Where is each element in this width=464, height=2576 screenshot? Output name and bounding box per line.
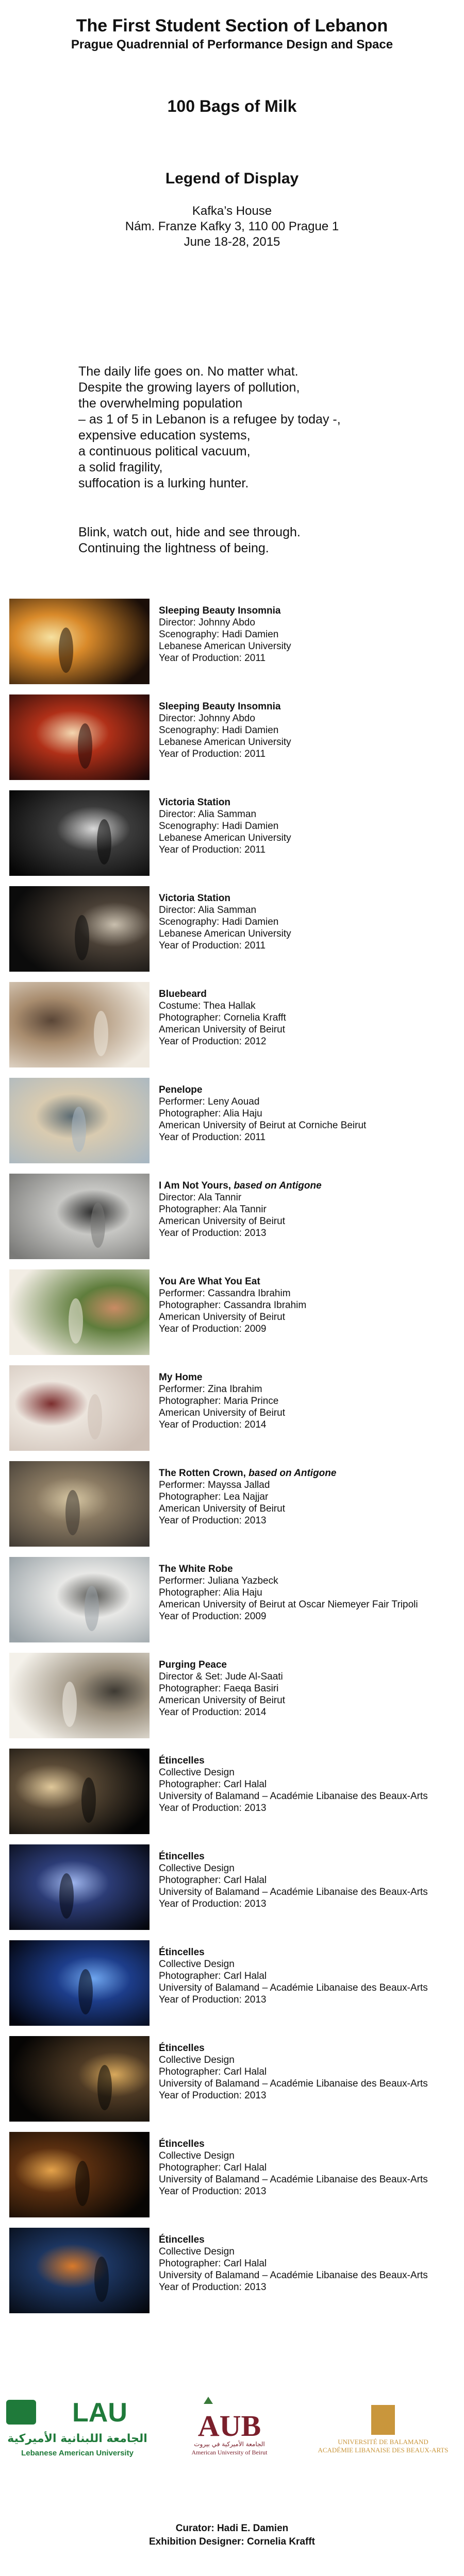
work-title-source: based on Antigone [248,1468,337,1479]
work-entry [9,1078,458,1165]
statement-line: the overwhelming population [78,396,243,411]
work-credit-line: University of Balamand – Académie Libanaise des Beaux-Arts [159,2174,428,2185]
work-credit-line: Photographer: Cornelia Krafft [159,1012,286,1023]
work-caption [159,1084,458,1143]
work-photo [9,1461,150,1547]
work-title [159,892,458,904]
work-entry [9,2228,458,2315]
work-credit-line: Year of Production: 2013 [159,2282,267,2293]
work-credit-line: American University of Beirut [159,1312,285,1323]
work-title [159,1180,458,1192]
work-title-text: The Rotten Crown, [159,1468,249,1479]
work-title-text: Bluebeard [159,989,207,999]
work-credit-line: Photographer: Lea Najjar [159,1492,269,1502]
work-credit-line: Year of Production: 2011 [159,844,266,855]
curator-credit: Curator: Hadi E. Damien [175,2523,289,2534]
work-title [159,2234,458,2246]
work-credit-line: Year of Production: 2013 [159,2186,267,2197]
work-title-text: Purging Peace [159,1659,227,1670]
work-credit-line: Scenography: Hadi Damien [159,917,279,927]
designer-credit: Exhibition Designer: Cornelia Krafft [149,2536,315,2547]
statement-line: expensive education systems, [78,428,251,443]
work-credit-line: Performer: Mayssa Jallad [159,1480,270,1490]
work-caption [159,1276,458,1335]
statement-line: suffocation is a lurking hunter. [78,476,249,490]
work-credit-line: Year of Production: 2014 [159,1707,267,1718]
work-credit-line: American University of Beirut [159,1216,285,1227]
work-credit-line: Collective Design [159,1767,235,1778]
work-title-text: My Home [159,1372,203,1383]
work-entry [9,694,458,782]
work-credit-line: Collective Design [159,1863,235,1874]
aub-logo [192,2397,268,2456]
venue-block [0,204,464,250]
work-entry [9,982,458,1070]
work-credit-line: Photographer: Carl Halal [159,1779,267,1790]
work-credit-line: American University of Beirut [159,1695,285,1706]
work-credit-line: Collective Design [159,2150,235,2161]
work-credit-line: Scenography: Hadi Damien [159,725,279,736]
lau-mark [6,2400,36,2425]
work-title-text: You Are What You Eat [159,1276,260,1287]
work-credit-line: Performer: Zina Ibrahim [159,1384,262,1395]
work-photo [9,1365,150,1451]
work-caption [159,1946,458,2006]
work-title-text: The White Robe [159,1564,233,1574]
statement-line: – as 1 of 5 in Lebanon is a refugee by today -, [78,412,341,427]
work-entry [9,1844,458,1932]
work-credit-line: Lebanese American University [159,641,291,652]
work-credit-line: Year of Production: 2011 [159,653,266,664]
work-credit-line: Performer: Juliana Yazbeck [159,1575,278,1586]
work-caption [159,2138,458,2197]
work-credit-line: Photographer: Faeqa Basiri [159,1683,279,1694]
venue-name: Kafka’s House [192,204,272,218]
work-caption [159,605,458,664]
work-photo [9,1940,150,2026]
work-photo [9,790,150,876]
balamand-line-1: UNIVERSITÉ DE BALAMAND [338,2438,428,2446]
venue-address: Nám. Franze Kafky 3, 110 00 Prague 1 [125,219,339,233]
work-credit-line: American University of Beirut at Corniche Beirut [159,1120,367,1131]
work-title [159,1084,458,1096]
work-caption [159,2234,458,2293]
work-photo [9,886,150,972]
work-credit-line: Scenography: Hadi Damien [159,821,279,832]
work-credit-line: Year of Production: 2009 [159,1324,267,1334]
work-credit-line: Scenography: Hadi Damien [159,629,279,640]
work-title [159,796,458,808]
work-credit-line: American University of Beirut [159,1503,285,1514]
work-credit-line: American University of Beirut at Oscar Niemeyer Fair Tripoli [159,1599,418,1610]
aub-name: AUB [197,2409,261,2443]
work-title-text: Penelope [159,1084,203,1095]
work-credit-line: Photographer: Maria Prince [159,1396,279,1406]
work-credit-line: Director: Johnny Abdo [159,713,255,724]
statement-line: Continuing the lightness of being. [78,541,269,555]
work-credit-line: University of Balamand – Académie Libanaise des Beaux-Arts [159,2270,428,2281]
work-entry [9,599,458,686]
work-photo [9,1174,150,1259]
work-credit-line: Photographer: Carl Halal [159,2162,267,2173]
statement-line: Despite the growing layers of pollution, [78,380,300,395]
work-caption [159,701,458,760]
balamand-line-2: ACADÉMIE LIBANAISE DES BEAUX-ARTS [318,2446,449,2454]
work-title [159,1563,458,1575]
work-credit-line: Collective Design [159,2246,235,2257]
work-credit-line: University of Balamand – Académie Libanaise des Beaux-Arts [159,2078,428,2089]
work-title-text: Victoria Station [159,797,231,808]
aub-arabic: الجامعة الأميركية في بيروت [194,2441,265,2448]
statement-line: a solid fragility, [78,460,163,474]
work-title [159,1659,458,1671]
work-caption [159,1180,458,1239]
work-title-text: Étincelles [159,1755,205,1766]
work-entry [9,1461,458,1549]
work-credit-line: Photographer: Carl Halal [159,2258,267,2269]
work-photo [9,982,150,1067]
work-title [159,605,458,617]
work-credit-line: Year of Production: 2011 [159,1132,266,1143]
venue-dates: June 18-28, 2015 [184,235,280,249]
work-credit-line: Year of Production: 2013 [159,1515,267,1526]
work-title-text: Étincelles [159,1851,205,1862]
work-caption [159,1851,458,1910]
work-credit-line: Performer: Cassandra Ibrahim [159,1288,291,1299]
work-credit-line: Director: Johnny Abdo [159,617,255,628]
work-credit-line: Year of Production: 2013 [159,2090,267,2101]
work-title-text: Étincelles [159,1947,205,1958]
work-credit-line: Collective Design [159,2055,235,2065]
header-subtitle: Prague Quadrennial of Performance Design and Space [71,38,393,52]
work-credit-line: Year of Production: 2012 [159,1036,267,1047]
statement-line: The daily life goes on. No matter what. [78,364,299,379]
work-credit-line: Photographer: Carl Halal [159,2066,267,2077]
work-credit-line: Photographer: Alia Haju [159,1587,262,1598]
work-entry [9,2132,458,2219]
work-credit-line: Director: Alia Samman [159,905,257,916]
work-photo [9,1749,150,1834]
work-credit-line: Photographer: Alia Haju [159,1108,262,1119]
work-title-text: Sleeping Beauty Insomnia [159,701,281,712]
work-title [159,1946,458,1958]
work-entry [9,790,458,878]
work-photo [9,694,150,780]
statement-text [78,364,408,492]
work-title [159,1371,458,1383]
work-photo [9,2228,150,2313]
work-photo [9,599,150,684]
work-title-text: Sleeping Beauty Insomnia [159,605,281,616]
work-credit-line: Director & Set: Jude Al-Saati [159,1671,283,1682]
work-credit-line: Lebanese American University [159,833,291,843]
exhibition-title: 100 Bags of Milk [167,97,297,115]
work-caption [159,1467,458,1527]
aub-cedar-icon [204,2397,213,2404]
work-caption [159,988,458,1047]
work-photo [9,1269,150,1355]
work-title [159,2138,458,2150]
work-entry [9,1269,458,1357]
work-title [159,701,458,713]
work-caption [159,1563,458,1622]
work-credit-line: Photographer: Cassandra Ibrahim [159,1300,307,1311]
balamand-logo [318,2405,448,2454]
work-entry [9,1940,458,2028]
statement-closing [78,524,408,556]
work-credit-line: Year of Production: 2014 [159,1419,267,1430]
work-credit-line: Year of Production: 2009 [159,1611,267,1622]
work-credit-line: Photographer: Carl Halal [159,1875,267,1886]
work-credit-line: University of Balamand – Académie Libanaise des Beaux-Arts [159,1887,428,1897]
work-photo [9,2132,150,2217]
work-credit-line: Lebanese American University [159,928,291,939]
work-photo [9,1078,150,1163]
work-title [159,1755,458,1767]
work-caption [159,892,458,952]
work-entry [9,1653,458,1740]
work-photo [9,1653,150,1738]
work-credit-line: Collective Design [159,1959,235,1970]
work-title [159,1467,458,1479]
work-caption [159,1755,458,1814]
work-title-text: Étincelles [159,2139,205,2149]
section-heading: Legend of Display [165,170,299,187]
work-photo [9,1844,150,1930]
work-entry [9,2036,458,2124]
work-entry [9,1365,458,1453]
work-title-source: based on Antigone [234,1180,322,1191]
work-title [159,2042,458,2054]
work-credit-line: American University of Beirut [159,1408,285,1418]
work-credit-line: Photographer: Ala Tannir [159,1204,267,1215]
work-title [159,988,458,1000]
statement-line: Blink, watch out, hide and see through. [78,525,301,539]
work-credit-line: Lebanese American University [159,737,291,748]
work-caption [159,1659,458,1718]
work-title [159,1276,458,1287]
work-credit-line: Year of Production: 2013 [159,1228,267,1239]
work-entry [9,1749,458,1836]
work-credit-line: Year of Production: 2011 [159,749,266,759]
work-caption [159,796,458,856]
work-title [159,1851,458,1862]
work-photo [9,1557,150,1642]
balamand-mark [371,2405,395,2435]
work-credit-line: Year of Production: 2013 [159,1899,267,1909]
work-title-text: Étincelles [159,2234,205,2245]
partner-logos [0,2395,464,2467]
work-credit-line: Performer: Leny Aouad [159,1096,260,1107]
work-title-text: I Am Not Yours, [159,1180,234,1191]
aub-english: American University of Beirut [191,2449,268,2456]
work-credit-line: American University of Beirut [159,1024,285,1035]
work-credit-line: Year of Production: 2013 [159,1803,267,1814]
work-credit-line: Year of Production: 2013 [159,1994,267,2005]
statement-line: a continuous political vacuum, [78,444,251,459]
logos-svg [0,2395,464,2467]
work-entry [9,1557,458,1645]
lau-arabic: الجامعة اللبنانية الأميركية [7,2432,147,2445]
work-title-text: Étincelles [159,2043,205,2054]
header-title: The First Student Section of Lebanon [76,16,388,36]
work-entry [9,886,458,974]
work-credit-line: Year of Production: 2011 [159,940,266,951]
work-credit-line: University of Balamand – Académie Libanaise des Beaux-Arts [159,1982,428,1993]
work-credit-line: Director: Alia Samman [159,809,257,820]
work-photo [9,2036,150,2122]
credits [0,2522,464,2549]
work-credit-line: Costume: Thea Hallak [159,1001,256,1011]
lau-logo [6,2398,147,2458]
work-entry [9,1174,458,1261]
work-credit-line: Director: Ala Tannir [159,1192,242,1203]
work-caption [159,2042,458,2102]
work-credit-line: Photographer: Carl Halal [159,1971,267,1981]
work-caption [159,1371,458,1431]
work-title-text: Victoria Station [159,893,231,904]
lau-english: Lebanese American University [21,2449,134,2458]
lau-name: LAU [72,2398,127,2428]
work-credit-line: University of Balamand – Académie Libanaise des Beaux-Arts [159,1791,428,1802]
